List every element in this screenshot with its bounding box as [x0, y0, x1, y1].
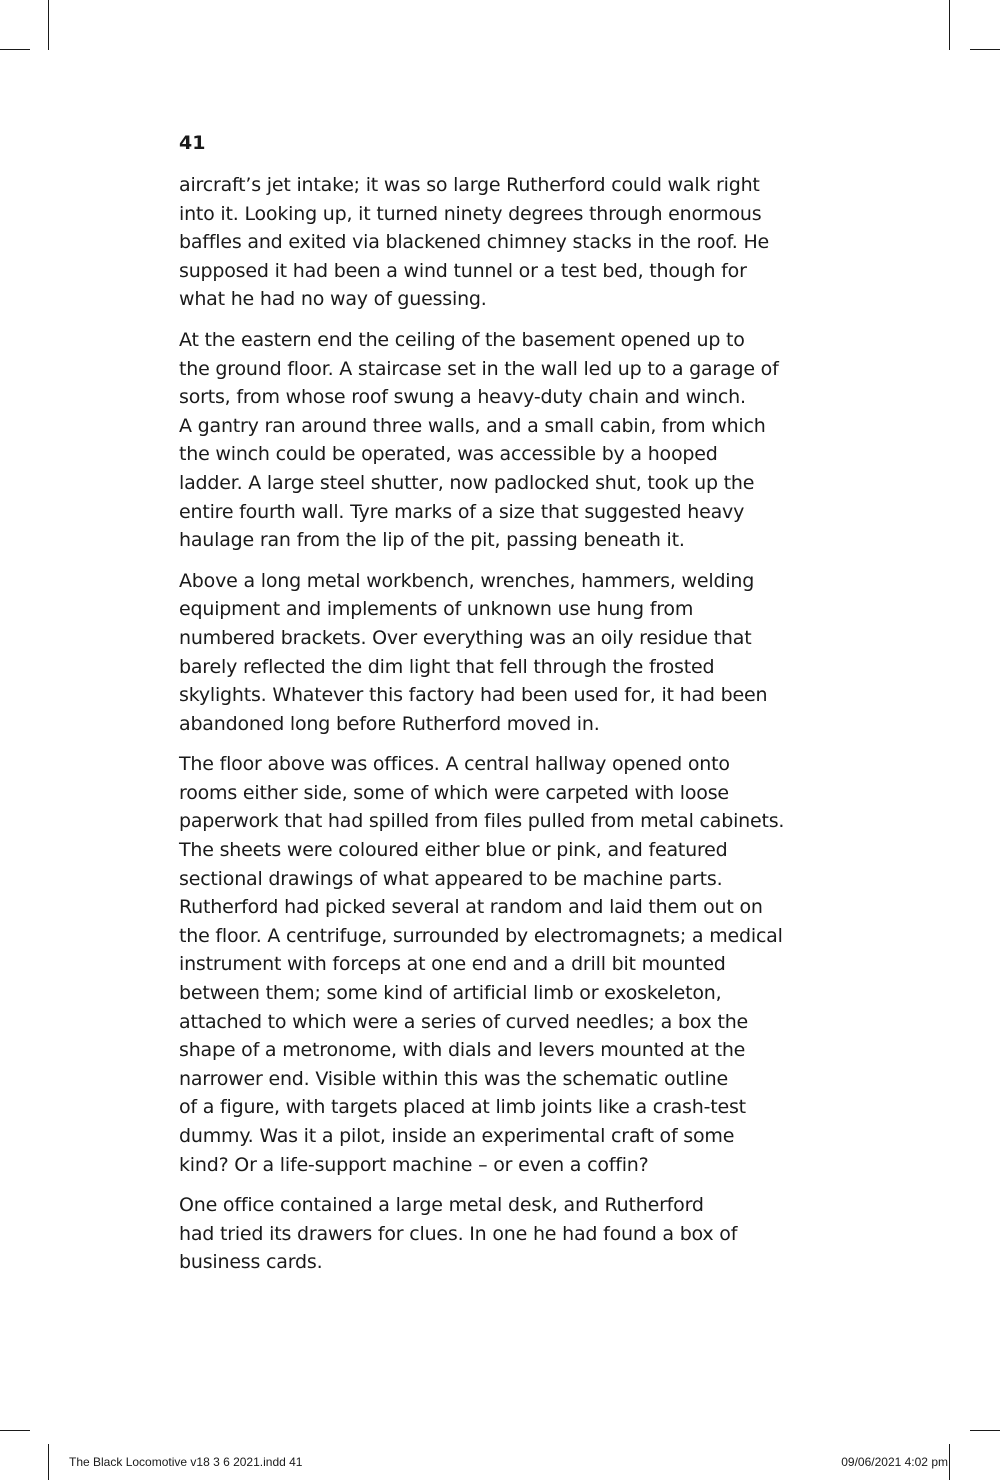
text-line: kind? Or a life-support machine – or even a coffin? [179, 1153, 649, 1176]
crop-mark-top-left-horizontal [0, 49, 30, 50]
paragraph [179, 750, 839, 1179]
text-line: Rutherford had picked several at random and laid them out on [179, 896, 763, 919]
text-line: of a figure, with targets placed at limb joints like a crash-test [179, 1096, 746, 1119]
text-line: what he had no way of guessing. [179, 288, 487, 311]
text-line: barely reflected the dim light that fell through the frosted [179, 655, 715, 678]
text-line: The sheets were coloured either blue or pink, and featured [179, 839, 728, 862]
text-line: rooms either side, some of which were carpeted with loose [179, 781, 729, 804]
text-line: had tried its drawers for clues. In one he had found a box of [179, 1222, 738, 1245]
text-line: attached to which were a series of curved needles; a box the [179, 1010, 749, 1033]
text-line: Above a long metal workbench, wrenches, hammers, welding [179, 569, 755, 592]
text-line: dummy. Was it a pilot, inside an experimental craft of some [179, 1125, 735, 1147]
slug-timestamp: 09/06/2021 4:02 pm [841, 1455, 948, 1469]
body-text [179, 171, 839, 1289]
paragraph [179, 567, 839, 739]
text-line: the floor. A centrifuge, surrounded by electromagnets; a medical [179, 924, 783, 947]
text-line: A gantry ran around three walls, and a small cabin, from which [179, 414, 766, 437]
text-line: business cards. [179, 1251, 323, 1274]
text-line: numbered brackets. Over everything was an oily residue that [179, 626, 752, 649]
text-line: the ground floor. A staircase set in the wall led up to a garage of [179, 357, 779, 380]
paragraph [179, 171, 839, 314]
crop-mark-bottom-left-horizontal [0, 1430, 30, 1431]
text-line: aircraft’s jet intake; it was so large Rutherford could walk right [179, 174, 760, 196]
crop-mark-top-left [48, 0, 49, 50]
text-line: ladder. A large steel shutter, now padlocked shut, took up the [179, 471, 755, 494]
crop-mark-top-right-horizontal [970, 49, 1000, 50]
crop-mark-bottom-right-horizontal [970, 1430, 1000, 1431]
text-line: instrument with forceps at one end and a drill bit mounted [179, 953, 726, 976]
text-line: the winch could be operated, was accessible by a hooped [179, 443, 718, 466]
crop-mark-bottom-right [949, 1444, 950, 1480]
text-line: haulage ran from the lip of the pit, passing beneath it. [179, 529, 685, 552]
paragraph [179, 326, 839, 555]
paragraph [179, 1191, 839, 1277]
text-line: baffles and exited via blackened chimney stacks in the roof. He [179, 231, 770, 254]
text-line: One office contained a large metal desk, and Rutherford [179, 1194, 704, 1217]
text-line: sorts, from whose roof swung a heavy-duty chain and winch. [179, 386, 746, 409]
text-line: paperwork that had spilled from files pulled from metal cabinets. [179, 810, 785, 833]
text-line: The floor above was offices. A central hallway opened onto [179, 753, 730, 776]
text-line: narrower end. Visible within this was the schematic outline [179, 1067, 729, 1090]
text-line: skylights. Whatever this factory had been used for, it had been [179, 684, 768, 707]
text-line: between them; some kind of artificial limb or exoskeleton, [179, 982, 722, 1005]
crop-mark-bottom-left [48, 1444, 49, 1480]
text-line: into it. Looking up, it turned ninety degrees through enormous [179, 202, 762, 225]
crop-mark-top-right [949, 0, 950, 50]
slug-filename: The Black Locomotive v18 3 6 2021.indd 41 [69, 1455, 303, 1469]
text-line: entire fourth wall. Tyre marks of a size that suggested heavy [179, 500, 745, 523]
text-line: sectional drawings of what appeared to be machine parts. [179, 867, 723, 890]
text-line: equipment and implements of unknown use hung from [179, 598, 694, 621]
text-line: abandoned long before Rutherford moved in. [179, 712, 600, 735]
page-number: 41 [179, 132, 206, 154]
text-line: At the eastern end the ceiling of the basement opened up to [179, 328, 745, 351]
text-line: shape of a metronome, with dials and levers mounted at the [179, 1039, 746, 1062]
text-line: supposed it had been a wind tunnel or a test bed, though for [179, 259, 747, 282]
